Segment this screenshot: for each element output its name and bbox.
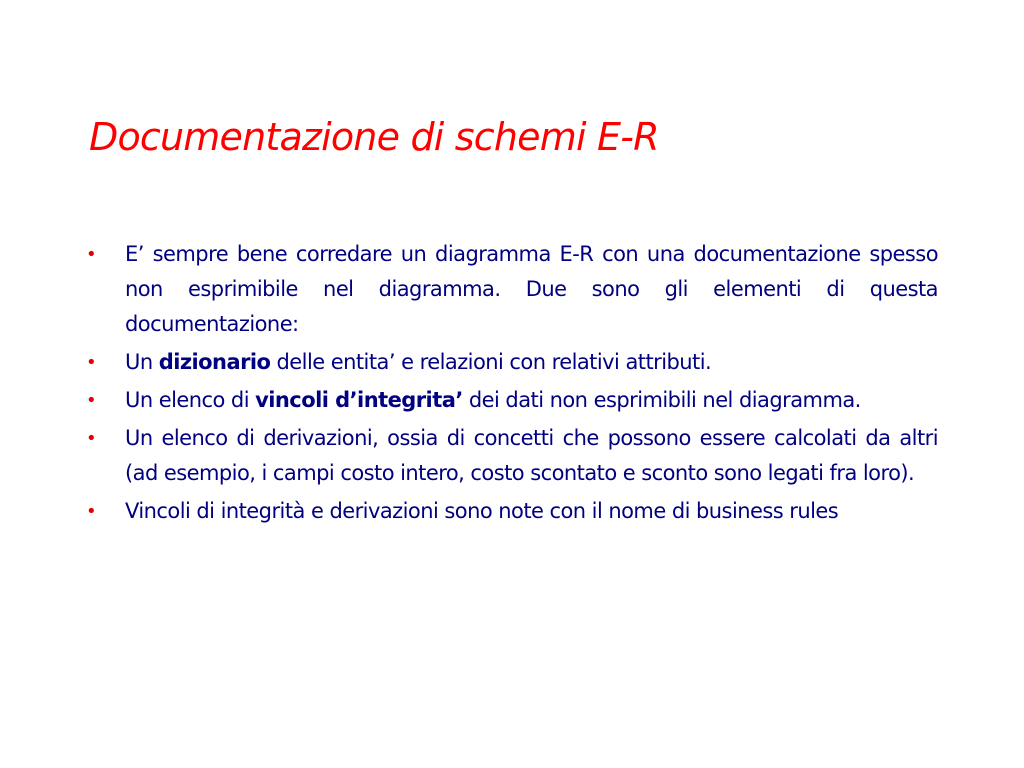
bullet-item-3	[86, 383, 938, 418]
text-segment: delle entita’ e relazioni con relativi attributi.	[270, 350, 712, 374]
text-segment: Un elenco di	[125, 388, 256, 412]
text-segment: Un	[125, 350, 159, 374]
bullet-item-1	[86, 237, 938, 342]
bullet-text: E’ sempre bene corredare un diagramma E-R con una documentazione spesso non esprimibile nel diagramma. Due sono gli elementi di questa documentazione:	[125, 242, 938, 336]
bullet-text	[125, 345, 938, 380]
bullet-text: Un elenco di derivazioni, ossia di concetti che possono essere calcolati da altri (ad esempio, i campi costo intero, costo scontato e sconto sono legati fra loro).	[125, 426, 938, 485]
keyword-dizionario: dizionario	[158, 350, 271, 374]
bullet-text: Vincoli di integrità e derivazioni sono note con il nome di business rules	[125, 499, 839, 523]
keyword-vincoli: vincoli d’integrita’	[255, 388, 463, 412]
text-segment: dei dati non esprimibili nel diagramma.	[462, 388, 861, 412]
bullet-icon: •	[86, 428, 97, 449]
bullet-list	[86, 237, 938, 532]
slide-title: Documentazione di schemi E-R	[89, 115, 659, 159]
bullet-icon: •	[86, 244, 97, 265]
bullet-icon: •	[86, 390, 97, 411]
bullet-item-5	[86, 494, 938, 529]
bullet-icon: •	[86, 501, 97, 522]
bullet-text	[125, 383, 938, 418]
bullet-item-4	[86, 421, 938, 491]
bullet-item-2	[86, 345, 938, 380]
bullet-icon: •	[86, 352, 97, 373]
